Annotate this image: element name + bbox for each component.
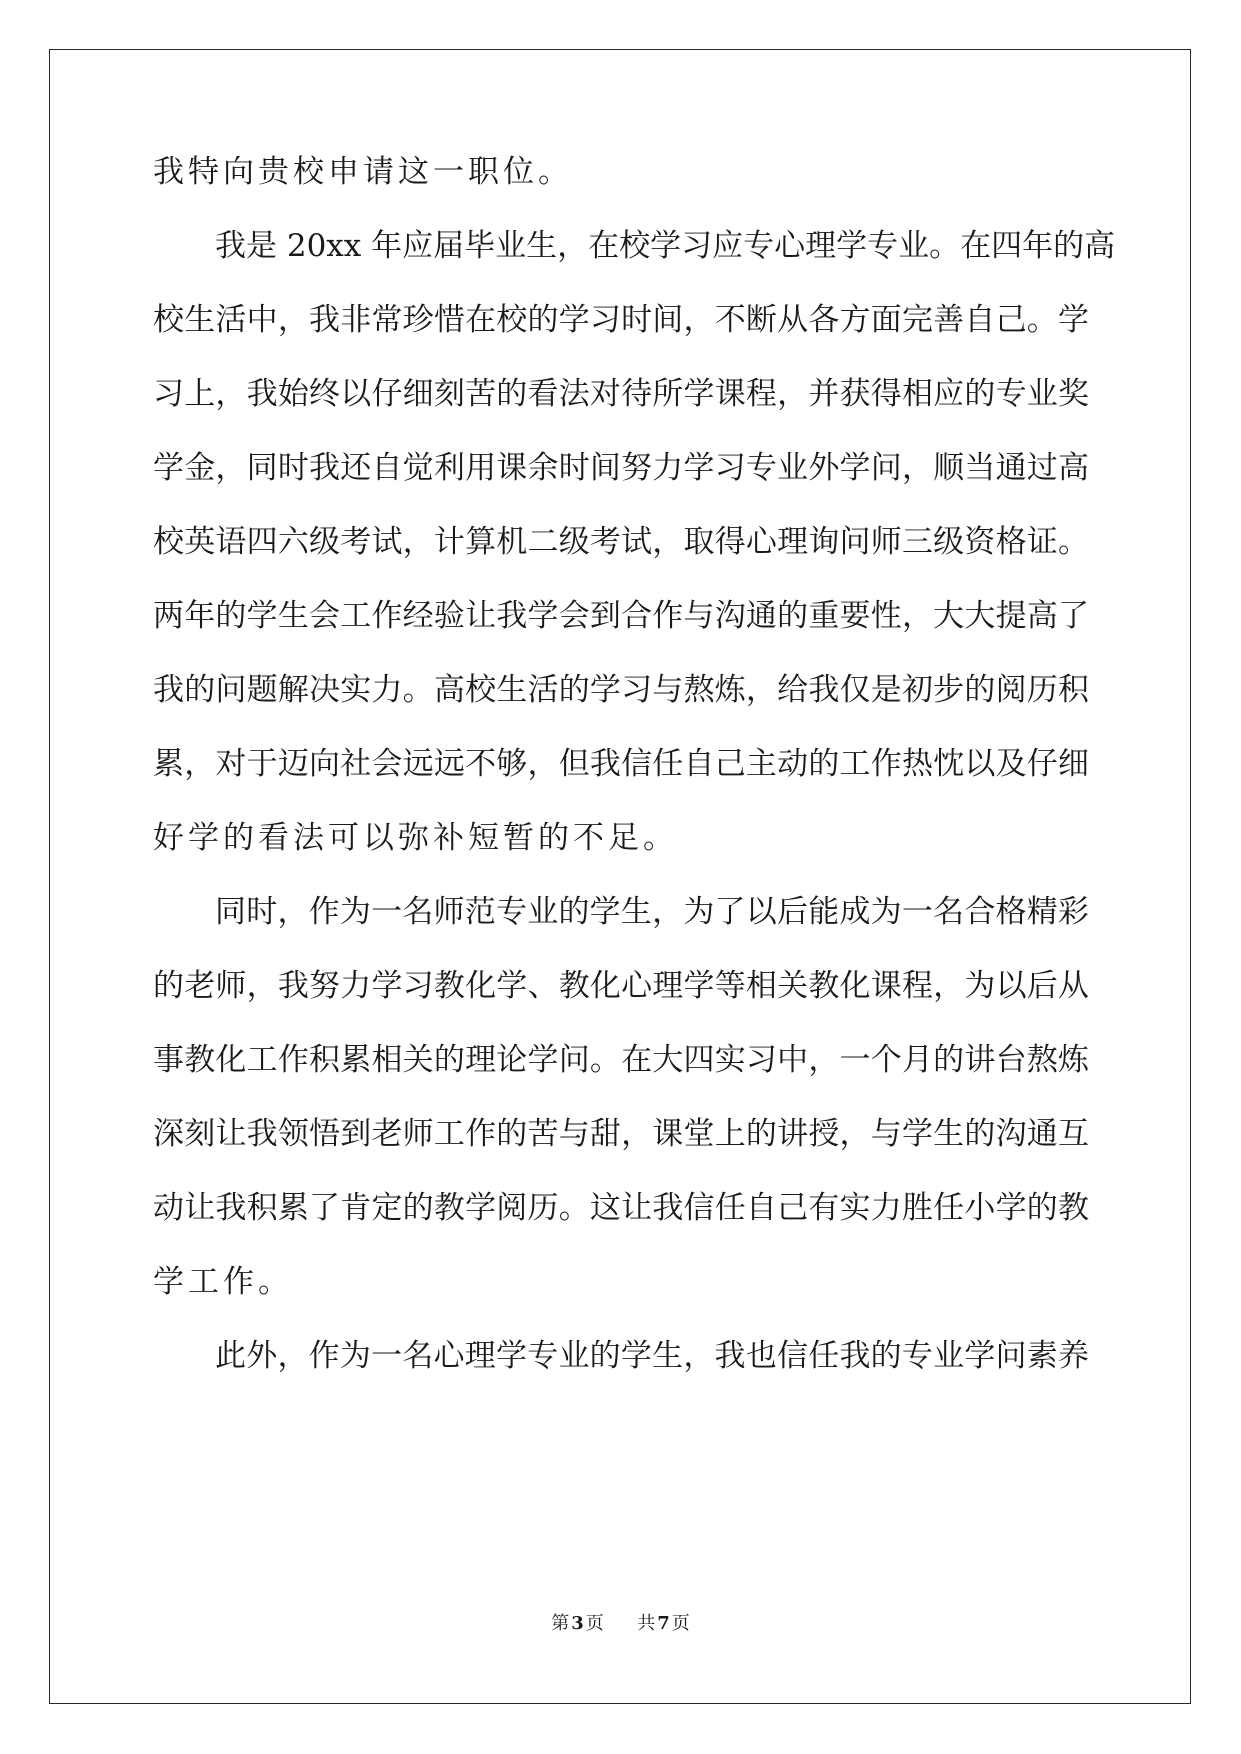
text-line-8: 我的问题解决实力。高校生活的学习与熬炼，给我仅是初步的阅历积 xyxy=(153,672,1089,708)
text-line-13: 事教化工作积累相关的理论学问。在大四实习中，一个月的讲台熬炼 xyxy=(153,1042,1089,1078)
total-pages: 7 xyxy=(657,1613,670,1634)
text-line-16: 学工作。 xyxy=(153,1264,293,1300)
total-label-suffix: 页 xyxy=(671,1613,690,1634)
text-line-12: 的老师，我努力学习教化学、教化心理学等相关教化课程，为以后从 xyxy=(153,968,1089,1004)
total-label-prefix: 共 xyxy=(637,1613,656,1634)
page-footer xyxy=(0,1612,1241,1636)
text-line-7: 两年的学生会工作经验让我学会到合作与沟通的重要性，大大提高了 xyxy=(153,598,1089,634)
text-line-6: 校英语四六级考试，计算机二级考试，取得心理询问师三级资格证。 xyxy=(153,524,1089,560)
text-line-9: 累，对于迈向社会远远不够，但我信任自己主动的工作热忱以及仔细 xyxy=(153,746,1089,782)
text-line-15: 动让我积累了肯定的教学阅历。这让我信任自己有实力胜任小学的教 xyxy=(153,1190,1089,1226)
text-line-4: 习上，我始终以仔细刻苦的看法对待所学课程，并获得相应的专业奖 xyxy=(153,376,1089,412)
page-label-prefix: 第 xyxy=(551,1613,570,1634)
text-line-1: 我特向贵校申请这一职位。 xyxy=(153,154,573,190)
text-line-3: 校生活中，我非常珍惜在校的学习时间，不断从各方面完善自己。学 xyxy=(153,302,1089,338)
text-line-14: 深刻让我领悟到老师工作的苦与甜，课堂上的讲授，与学生的沟通互 xyxy=(153,1116,1089,1152)
page-label-suffix: 页 xyxy=(585,1613,604,1634)
page-number: 3 xyxy=(571,1613,584,1634)
text-line-17: 此外，作为一名心理学专业的学生，我也信任我的专业学问素养 xyxy=(215,1338,1089,1374)
text-line-5: 学金，同时我还自觉利用课余时间努力学习专业外学问，顺当通过高 xyxy=(153,450,1089,486)
text-line-2: 我是 20xx 年应届毕业生，在校学习应专心理学专业。在四年的高 xyxy=(215,228,1116,264)
text-line-10: 好学的看法可以弥补短暂的不足。 xyxy=(153,820,678,856)
text-line-11: 同时，作为一名师范专业的学生，为了以后能成为一名合格精彩 xyxy=(215,894,1089,930)
